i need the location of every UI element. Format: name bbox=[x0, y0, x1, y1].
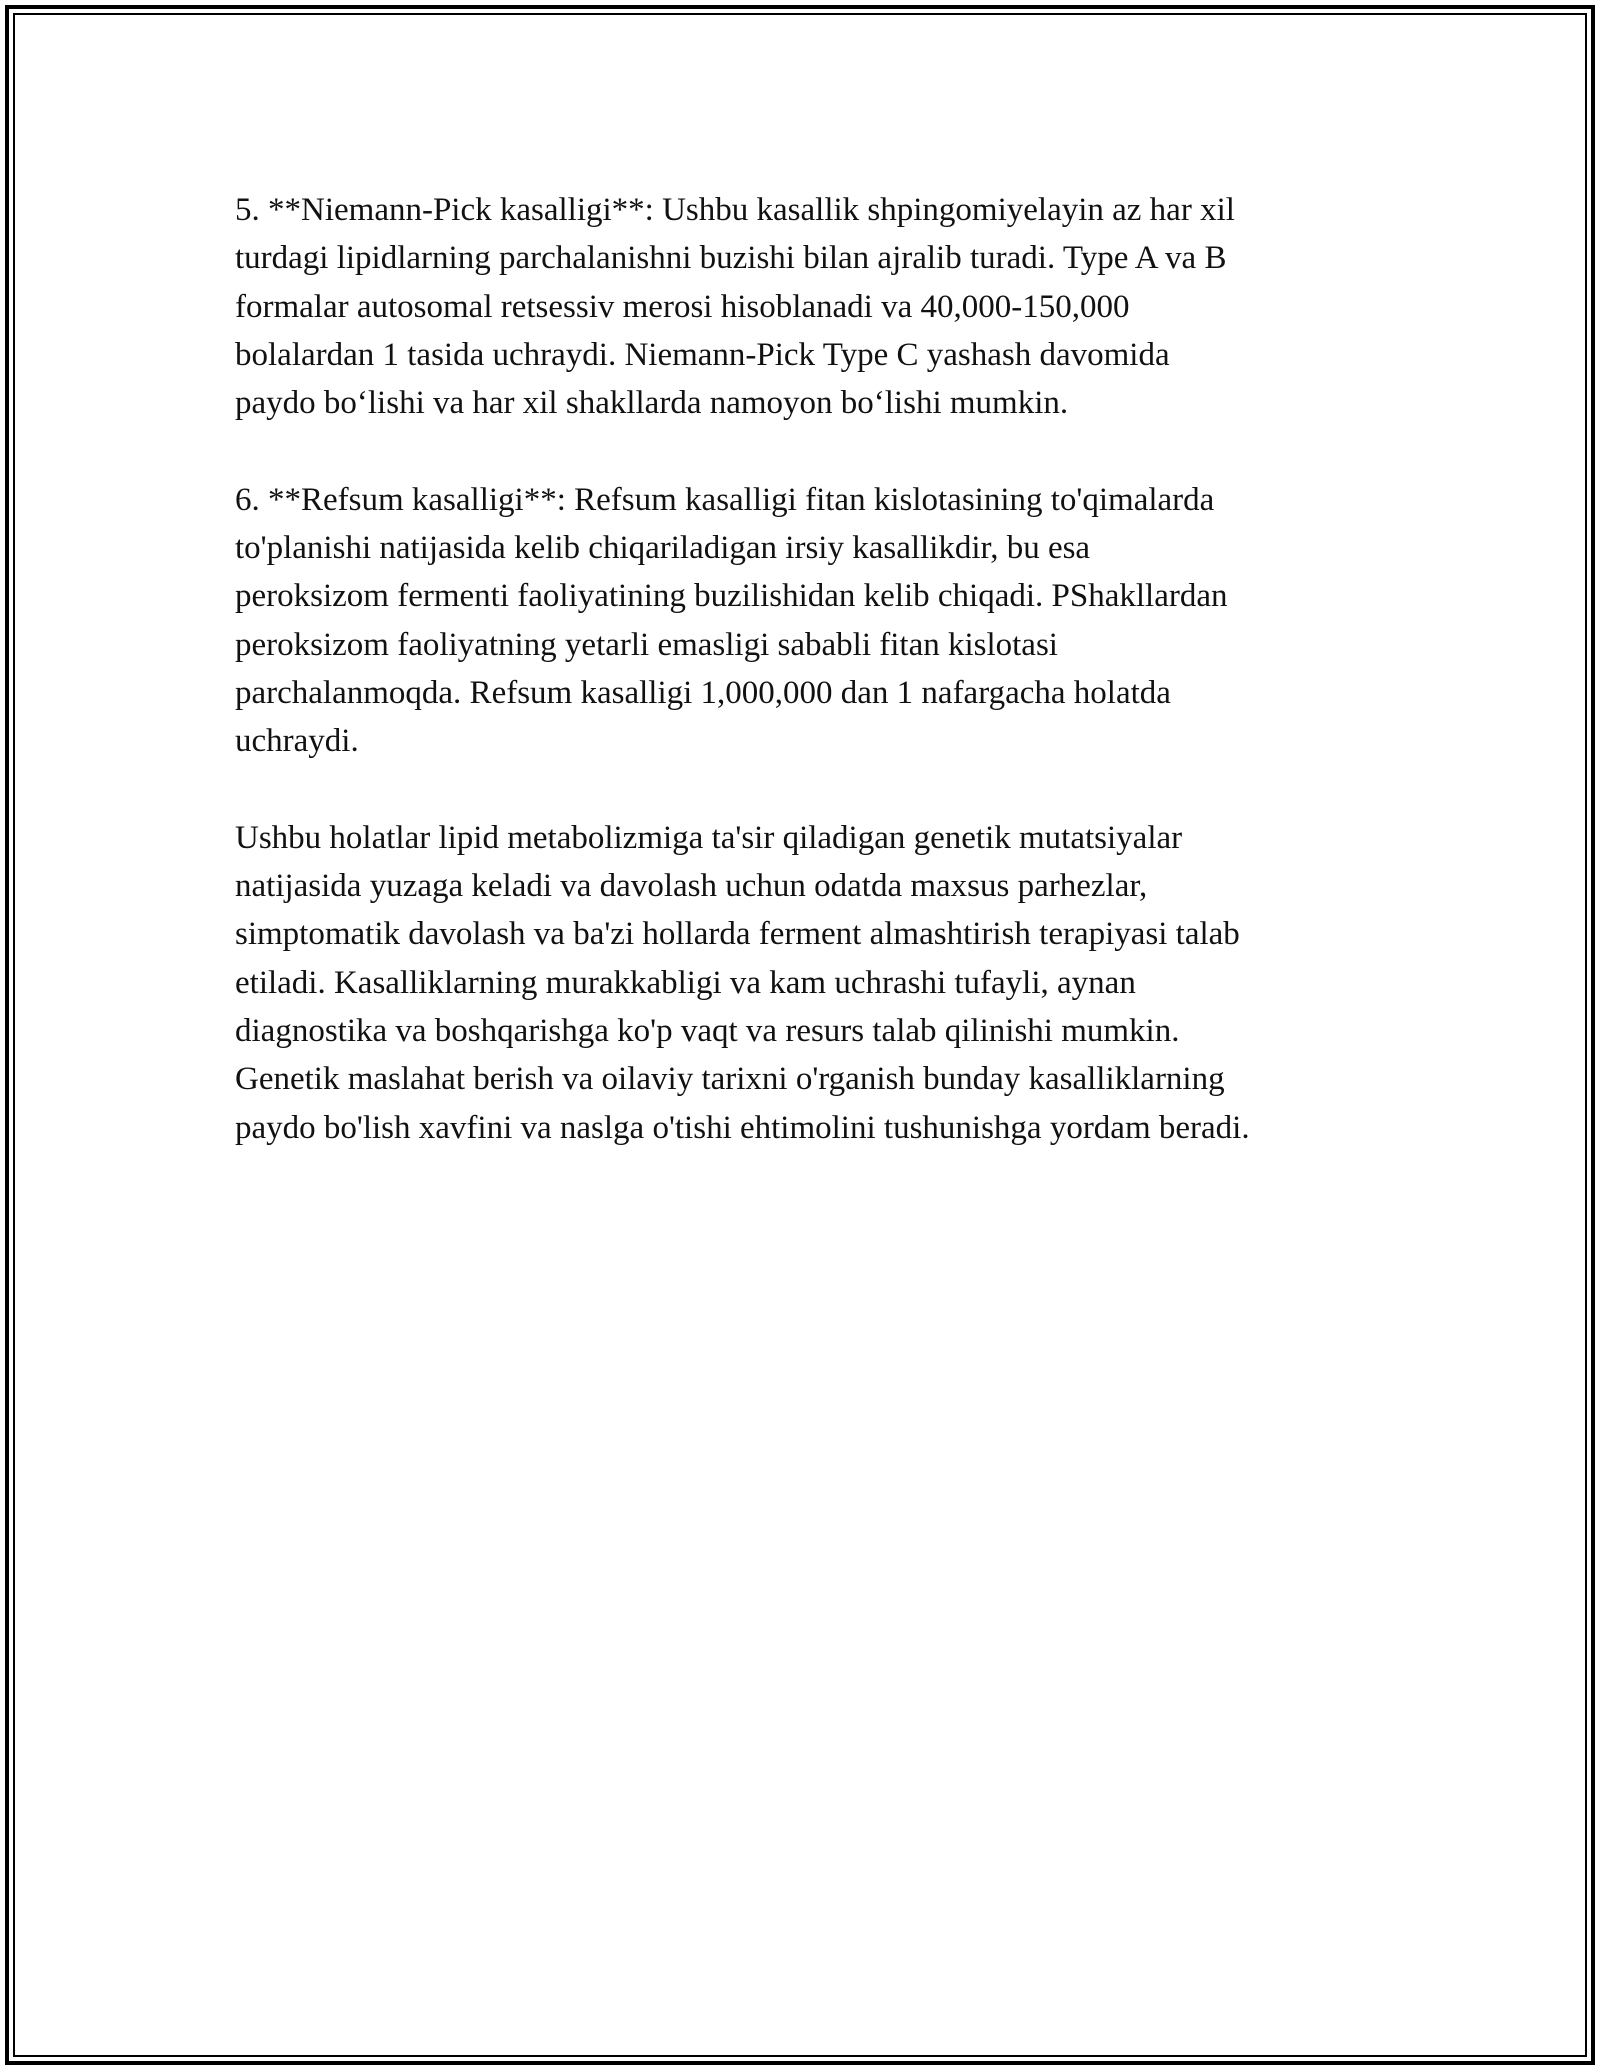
text-line: Ushbu holatlar lipid metabolizmiga ta'sir qiladigan genetik mutatsiyalar bbox=[235, 819, 1183, 856]
text-line: uchraydi. bbox=[235, 723, 359, 760]
text-line: 6. **Refsum kasalligi**: Refsum kasalligi fitan kislotasining to'qimalarda bbox=[235, 481, 1215, 518]
text-line: turdagi lipidlarning parchalanishni buzishi bilan ajralib turadi. Type A va B bbox=[235, 240, 1227, 277]
text-line: etiladi. Kasalliklarning murakkabligi va kam uchrashi tufayli, aynan bbox=[235, 964, 1136, 1001]
text-line: Genetik maslahat berish va oilaviy tarixni o'rganish bunday kasalliklarning bbox=[235, 1061, 1225, 1098]
paragraph-summary bbox=[235, 814, 1395, 1152]
text-line: simptomatik davolash va ba'zi hollarda ferment almashtirish terapiyasi talab bbox=[235, 916, 1240, 953]
text-line: bolalardan 1 tasida uchraydi. Niemann-Pick Type C yashash davomida bbox=[235, 336, 1170, 373]
text-line: diagnostika va boshqarishga ko'p vaqt va resurs talab qilinishi mumkin. bbox=[235, 1013, 1180, 1050]
text-line: 5. **Niemann-Pick kasalligi**: Ushbu kasallik shpingomiyelayin az har xil bbox=[235, 192, 1235, 228]
document-body bbox=[235, 186, 1395, 1200]
text-line: to'planishi natijasida kelib chiqariladigan irsiy kasallikdir, bu esa bbox=[235, 530, 1091, 567]
paragraph-refsum bbox=[235, 476, 1395, 766]
text-line: paydo bo‘lishi va har xil shakllarda namoyon bo‘lishi mumkin. bbox=[235, 385, 1069, 422]
text-line: peroksizom faoliyatning yetarli emasligi sababli fitan kislotasi bbox=[235, 626, 1058, 663]
text-line: natijasida yuzaga keladi va davolash uchun odatda maxsus parhezlar, bbox=[235, 868, 1148, 905]
text-line: paydo bo'lish xavfini va naslga o'tishi ehtimolini tushunishga yordam beradi. bbox=[235, 1109, 1250, 1146]
text-line: formalar autosomal retsessiv merosi hisoblanadi va 40,000-150,000 bbox=[235, 288, 1130, 325]
paragraph-niemann-pick bbox=[235, 186, 1395, 427]
text-line: parchalanmoqda. Refsum kasalligi 1,000,000 dan 1 nafargacha holatda bbox=[235, 674, 1171, 711]
text-line: peroksizom fermenti faoliyatining buzilishidan kelib chiqadi. PShakllardan bbox=[235, 578, 1228, 615]
